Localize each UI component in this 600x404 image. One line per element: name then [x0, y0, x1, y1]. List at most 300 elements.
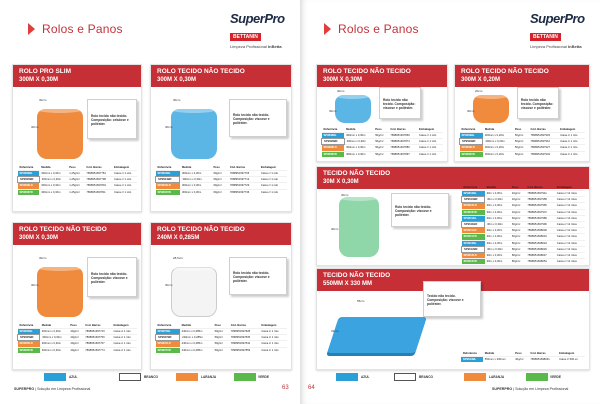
barcode-cell: 7898951697743 [83, 329, 111, 335]
weight-cell: 50g/m² [513, 145, 529, 151]
measure-cell: 300mm x 0,30m [39, 171, 67, 177]
measure-cell: 30m x 0,30m [485, 209, 510, 215]
reference-code: SP9607BL [156, 329, 180, 335]
weight-cell: 60g/m² [510, 234, 526, 240]
measure-cell: 300mm x 0,30m [344, 145, 373, 151]
legend-swatch [234, 373, 256, 381]
pack-cell: Caixa c/ 12 rolos [555, 240, 585, 246]
barcode-cell: 7898951697842 [229, 341, 260, 347]
card-header [13, 65, 141, 87]
product-description: Rolo tecido não tecido. Composição: viscose e poliéster. [395, 205, 432, 217]
weight-cell: 50g/m² [513, 151, 529, 157]
column-header: Medida [41, 166, 51, 169]
dimension-label: 30cm [173, 98, 181, 102]
dimension-label: 30cm [31, 125, 39, 129]
measure-cell: 300mm x 0,30m [180, 183, 212, 189]
product-card [12, 222, 142, 370]
product-table [17, 323, 137, 353]
reference-code: SP9611BL [462, 215, 485, 221]
reference-code: SP9608VD [322, 151, 345, 157]
weight-cell: 50g/m² [213, 347, 229, 353]
dimension-label: 30cm [329, 109, 337, 113]
pack-cell: Caixa c/ 1 rolo [417, 151, 443, 157]
pack-cell: Caixa c/ 1 rolo [259, 347, 287, 353]
reference-code: SP9612LR [462, 252, 485, 258]
measure-cell: 30m x 0,30m [485, 221, 510, 227]
reference-code: SP9611BR [462, 221, 485, 227]
column-header: Cód. Barras [527, 186, 543, 189]
reference-code: SP9604BR [156, 177, 180, 183]
column-header: Embalagem [114, 166, 130, 169]
cloth-stack [327, 317, 427, 353]
barcode-cell: 7898951697750 [83, 335, 111, 341]
product-card [316, 64, 448, 162]
card-title: ROLO TECIDO NÃO TECIDO [157, 68, 245, 75]
reference-code: SP9610BR [462, 197, 485, 203]
weight-cell: 50g/m² [213, 329, 229, 335]
roll-image [473, 95, 509, 123]
pack-cell: Caixa c/ 12 rolos [555, 252, 585, 258]
reference-code: SP9610BL [462, 191, 485, 197]
weight-cell: 60g/m² [211, 177, 227, 183]
reference-code: SP9608BL [322, 133, 345, 139]
reference-code: SP9611LR [462, 228, 485, 234]
chevron-icon [28, 23, 35, 35]
column-header: Referência [323, 128, 338, 131]
description-box [379, 87, 421, 119]
weight-cell: 50g/m² [373, 133, 388, 139]
barcode-cell: 7898951697811 [84, 189, 112, 195]
weight-cell: 60g/m² [510, 221, 526, 227]
barcode-cell: 7898951697934 [529, 151, 559, 157]
roll-image [335, 95, 371, 123]
weight-cell: 50g/m² [513, 139, 529, 145]
measure-cell: 300mm x 0,30m [344, 139, 373, 145]
column-header: Medida [484, 128, 495, 131]
column-header: Peso [69, 166, 76, 169]
pack-cell: Caixa c/ 1 rolo [259, 183, 287, 189]
measure-cell: 240mm x 0,285m [180, 335, 213, 341]
legend-swatch [336, 373, 358, 381]
card-title: ROLO TECIDO NÃO TECIDO [461, 68, 549, 75]
pack-cell: Caixa c/ 1 rolo [417, 133, 443, 139]
column-header: Peso [70, 324, 77, 327]
measure-cell: 300mm x 0,30m [40, 335, 69, 341]
measure-cell: 300mm x 0,30m [39, 183, 67, 189]
measure-cell: 300mm x 0,20m [483, 139, 513, 145]
reference-code: SP9605VD [18, 347, 40, 353]
dimension-label: 55cm [357, 299, 365, 303]
pack-cell: Caixa c/ 1 rolo [558, 151, 585, 157]
column-header: Medida [181, 166, 192, 169]
card-title: ROLO TECIDO NÃO TECIDO [157, 226, 245, 233]
measure-cell: 300mm x 0,30m [40, 347, 69, 353]
legend-swatch [526, 373, 548, 381]
card-header [13, 223, 141, 245]
right-page [300, 0, 600, 404]
card-size: 300M X 0,30M [323, 77, 363, 83]
column-header: Referência [19, 166, 34, 169]
product-description: Tecido não tecido. Composição: viscose e poliéster. [427, 294, 464, 306]
card-header [151, 223, 291, 245]
pack-cell: Caixa c/ 1 rolo [111, 347, 137, 353]
table-row [18, 189, 138, 195]
pack-cell: Caixa c/ 1 rolo [112, 183, 137, 189]
product-card [150, 222, 292, 370]
weight-cell: 40g/m² [68, 347, 83, 353]
barcode-cell: 7898951698023 [525, 240, 554, 246]
barcode-cell: 7898951698054 [525, 259, 554, 265]
column-header: Cód. Barras [230, 324, 246, 327]
card-title: TECIDO NÃO TECIDO [323, 272, 391, 279]
pack-cell: Caixa c/ 12 rolos [555, 191, 585, 197]
product-table [155, 165, 287, 195]
legend-swatch [176, 373, 198, 381]
reference-code: SP9605BL [18, 329, 40, 335]
barcode-cell: 7898951698047 [525, 252, 554, 258]
pack-cell: Caixa c/ 1 rolo [259, 177, 287, 183]
product-description: Rolo tecido não tecido. Composição: viscose e poliéster. [233, 271, 270, 283]
reference-code: SP9608BR [322, 139, 345, 145]
product-card [454, 64, 590, 162]
column-header: Peso [375, 128, 382, 131]
pack-cell: Caixa c/ 12 rolos [555, 246, 585, 252]
weight-cell: 60g/m² [211, 183, 227, 189]
barcode-cell: 7898951697958 [525, 197, 554, 203]
column-header: Peso [515, 352, 522, 355]
table-row [18, 347, 138, 353]
weight-cell: 1,25g/m² [67, 177, 84, 183]
reference-code: SP9604BL [156, 171, 180, 177]
chevron-icon [324, 23, 331, 35]
table-row [462, 259, 586, 265]
card-title: ROLO PRO SLIM [19, 68, 71, 75]
weight-cell: 1,25g/m² [67, 189, 84, 195]
column-header: Referência [461, 128, 476, 131]
reference-code: SP9604VD [156, 189, 180, 195]
reference-code: SP9605BR [18, 335, 40, 341]
column-header: Embalagem [113, 324, 129, 327]
card-size: 300M X 0,30M [157, 77, 197, 83]
reference-code: SP9609LR [460, 145, 483, 151]
measure-cell: 30m x 0,30m [485, 203, 510, 209]
card-size: 300M X 0,30M [19, 235, 59, 241]
product-table [155, 323, 287, 353]
weight-cell: 80g/m² [510, 252, 526, 258]
reference-code: SP9606LR [18, 183, 40, 189]
barcode-cell: 7898951697903 [529, 133, 559, 139]
measure-cell: 300mm x 0,20m [483, 151, 513, 157]
weight-cell: 50g/m² [373, 145, 388, 151]
reference-code: SP9612BL [462, 240, 485, 246]
measure-cell: 30m x 0,30m [485, 246, 510, 252]
weight-cell: 80g/m² [510, 259, 526, 265]
pack-cell: Caixa c/ 1 rolo [111, 341, 137, 347]
pack-cell: Caixa c/ 1 rolo [259, 171, 287, 177]
pack-cell: Caixa c/ 1 rolo [259, 329, 287, 335]
weight-cell: 40g/m² [68, 341, 83, 347]
pack-cell: Caixa c/ 1 rolo [558, 145, 585, 151]
barcode-cell: 7898951698009 [525, 228, 554, 234]
pack-cell: Caixa c/ 12 rolos [555, 259, 585, 265]
product-description: Rolo tecido não tecido. Composição: viscose e poliéster. [383, 98, 416, 110]
barcode-cell: 7898951697767 [83, 341, 111, 347]
weight-cell: 40g/m² [510, 203, 526, 209]
pack-cell: Caixa c/ 1 rolo [111, 329, 137, 335]
pack-cell: Caixa c/ 12 rolos [555, 228, 585, 234]
weight-cell: 40g/m² [68, 335, 83, 341]
card-header [151, 65, 291, 87]
pack-cell: Caixa c/ 1 rolo [111, 335, 137, 341]
legend-swatch [394, 373, 416, 381]
pack-cell: Caixa c/ 500 un [557, 357, 585, 363]
page-number: 63 [282, 385, 289, 391]
column-header: Peso [214, 324, 221, 327]
weight-cell: 40g/m² [68, 329, 83, 335]
dimension-label: 30cm [39, 98, 47, 102]
barcode-cell: 7898951697941 [525, 191, 554, 197]
dimension-label: 30cm [165, 283, 173, 287]
product-table [321, 127, 443, 157]
card-title: ROLO TECIDO NÃO TECIDO [19, 226, 107, 233]
card-size: 300M X 0,20M [461, 77, 501, 83]
barcode-cell: 7898951697873 [388, 139, 417, 145]
legend-swatch [119, 373, 141, 381]
barcode-cell: 7898951697828 [229, 329, 260, 335]
barcode-cell: 7898951697705 [228, 171, 259, 177]
column-header: Referência [157, 166, 172, 169]
weight-cell: 60g/m² [211, 171, 227, 177]
legend-swatch [464, 373, 486, 381]
measure-cell: 300mm x 0,30m [344, 151, 373, 157]
dimension-label: 30cm [341, 193, 349, 197]
column-header: Embalagem [556, 186, 572, 189]
description-box [229, 99, 287, 137]
column-header: Cód. Barras [229, 166, 246, 169]
column-header: Cód. Barras [530, 128, 546, 131]
measure-cell: 300mm x 0,30m [344, 133, 373, 139]
column-header: Referência [157, 324, 172, 327]
reference-code: SP9605LR [18, 341, 40, 347]
color-legend: AZUL BRANCO LARANJA VERDE [336, 373, 566, 381]
card-size: 240M X 0,285M [157, 235, 200, 241]
product-table [461, 351, 585, 362]
weight-cell: 50g/m² [373, 151, 388, 157]
barcode-cell: 7898951698030 [525, 246, 554, 252]
weight-cell: 40g/m² [510, 197, 526, 203]
measure-cell: 300mm x 0,30m [180, 177, 212, 183]
legend-swatch [44, 373, 66, 381]
barcode-cell: 7898951697835 [229, 335, 260, 341]
measure-cell: 30m x 0,30m [485, 191, 510, 197]
barcode-cell: 7898951697798 [84, 177, 112, 183]
reference-code: SP9607BR [156, 335, 180, 341]
reference-code: SP9609BR [460, 139, 483, 145]
card-size: 550MM X 330 MM [323, 281, 373, 287]
dimension-label: 33cm [331, 329, 339, 333]
dimension-label: 28,5cm [173, 256, 183, 260]
roll-image [37, 267, 83, 317]
dimension-label: 30cm [331, 227, 339, 231]
column-header: Medida [181, 324, 191, 327]
column-header: Embalagem [261, 324, 277, 327]
roll-image [171, 109, 217, 159]
product-description: Rolo tecido não tecido. Composição: viscose e poliéster. [521, 98, 554, 110]
barcode-cell: 7898951697712 [228, 177, 259, 183]
pack-cell: Caixa c/ 1 rolo [417, 145, 443, 151]
measure-cell: 300mm x 0,30m [39, 189, 67, 195]
description-box [229, 257, 287, 295]
barcode-cell: 7898951697774 [83, 347, 111, 353]
column-header: Embalagem [559, 352, 575, 355]
product-table [459, 127, 585, 157]
column-header: Referência [463, 186, 478, 189]
barcode-cell: 7898951697927 [529, 145, 559, 151]
pack-cell: Caixa c/ 12 rolos [555, 197, 585, 203]
card-title: ROLO TECIDO NÃO TECIDO [323, 68, 411, 75]
column-header: Peso [514, 128, 522, 131]
reference-code: SP9608LR [322, 145, 345, 151]
column-header: Medida [41, 324, 51, 327]
table-row [156, 347, 288, 353]
pack-cell: Caixa c/ 12 rolos [555, 203, 585, 209]
reference-code: SP9606VD [18, 189, 40, 195]
barcode-cell: 7898951697729 [228, 183, 259, 189]
card-title: TECIDO NÃO TECIDO [323, 170, 391, 177]
product-description: Rolo tecido não tecido. Composição: celulose e poliéster. [91, 114, 129, 126]
table-row [461, 357, 585, 363]
weight-cell: 50g/m² [213, 335, 229, 341]
pack-cell: Caixa c/ 12 rolos [555, 234, 585, 240]
measure-cell: 550mm x 330mm [483, 357, 513, 363]
measure-cell: 300mm x 0,20m [483, 133, 513, 139]
card-header [455, 65, 589, 87]
product-description: Rolo tecido não tecido. Composição: viscose e poliéster. [91, 272, 128, 284]
description-box [517, 87, 559, 119]
barcode-cell: 7898951697897 [388, 151, 417, 157]
superpro-logo: SuperPro BETTANIN Limpeza Profissional InBetta [530, 11, 585, 49]
reference-code: SP9609VD [460, 151, 483, 157]
reference-code: SP9607VD [156, 347, 180, 353]
measure-cell: 30m x 0,30m [485, 252, 510, 258]
measure-cell: 30m x 0,30m [485, 228, 510, 234]
roll-image [37, 109, 83, 159]
color-legend: AZUL BRANCO LARANJA VERDE [44, 373, 274, 381]
column-header: Embalagem [419, 128, 435, 131]
measure-cell: 30m x 0,30m [485, 234, 510, 240]
pack-cell: Caixa c/ 1 rolo [558, 139, 585, 145]
superpro-logo: SuperPro BETTANIN Limpeza Profissional InBetta [230, 11, 285, 49]
measure-cell: 300mm x 0,30m [180, 171, 212, 177]
column-header: Cód. Barras [530, 352, 546, 355]
description-box [391, 193, 449, 227]
dimension-label: 30cm [39, 256, 47, 260]
pack-cell: Caixa c/ 1 rolo [259, 341, 287, 347]
column-header: Medida [486, 186, 496, 189]
product-table [461, 185, 585, 264]
dimension-label: 30cm [165, 125, 173, 129]
measure-cell: 300mm x 0,30m [39, 177, 67, 183]
pack-cell: Caixa c/ 12 rolos [555, 215, 585, 221]
product-card [316, 268, 590, 370]
barcode-cell: 7898951698016 [525, 234, 554, 240]
table-row [460, 151, 586, 157]
barcode-cell: 7898951697804 [84, 183, 112, 189]
description-box [87, 99, 137, 139]
footer: SUPERPRO | Solução em Limpeza Profissional [492, 387, 569, 391]
pack-cell: Caixa c/ 12 rolos [555, 221, 585, 227]
weight-cell: 80g/m² [510, 246, 526, 252]
description-box [87, 257, 137, 297]
pack-cell: Caixa c/ 1 rolo [112, 171, 137, 177]
reference-code: SP9610LR [462, 203, 485, 209]
barcode-cell: 7898951697972 [525, 209, 554, 215]
weight-cell: 60g/m² [510, 215, 526, 221]
pack-cell: Caixa c/ 1 rolo [417, 139, 443, 145]
column-header: Medida [484, 352, 495, 355]
roll-image [339, 197, 379, 257]
reference-code: SP9606BL [18, 171, 40, 177]
description-box [423, 281, 481, 317]
pack-cell: Caixa c/ 1 rolo [558, 133, 585, 139]
reference-code: SP9609BL [460, 133, 483, 139]
column-header: Referência [19, 324, 34, 327]
measure-cell: 30m x 0,30m [485, 197, 510, 203]
measure-cell: 240mm x 0,285m [180, 341, 213, 347]
dimension-label: 30cm [467, 109, 475, 113]
barcode-cell: 7898951697859 [229, 347, 260, 353]
column-header: Medida [346, 128, 356, 131]
barcode-cell: 7898951697989 [525, 215, 554, 221]
column-header: Embalagem [260, 166, 276, 169]
weight-cell: 40g/m² [513, 357, 528, 363]
weight-cell: 60g/m² [211, 189, 227, 195]
column-header: Cód. Barras [390, 128, 406, 131]
measure-cell: 30m x 0,30m [485, 240, 510, 246]
barcode-cell: 7898951697910 [529, 139, 559, 145]
reference-code: SP9612BR [462, 246, 485, 252]
dimension-label: 30cm [337, 89, 345, 93]
column-header: Cód. Barras [86, 166, 102, 169]
cloth-stack-image [327, 307, 427, 357]
barcode-cell: 7898951697866 [388, 133, 417, 139]
column-header: Cód. Barras [85, 324, 101, 327]
dimension-label: 30cm [31, 283, 39, 287]
reference-code: SP9610VD [462, 209, 485, 215]
pack-cell: Caixa c/ 1 rolo [112, 177, 137, 183]
product-table [17, 165, 137, 195]
card-size: 300M X 0,30M [19, 77, 59, 83]
card-size: 30M X 0,30M [323, 179, 359, 185]
barcode-cell: 7898951697965 [525, 203, 554, 209]
measure-cell: 240mm x 0,285m [180, 329, 213, 335]
barcode-cell: 7898951697781 [84, 171, 112, 177]
weight-cell: 40g/m² [510, 191, 526, 197]
reference-code: SP9611VD [462, 234, 485, 240]
footer: SUPERPRO | Solução em Limpeza Profissional [14, 387, 91, 391]
column-header: Peso [213, 166, 220, 169]
measure-cell: 300mm x 0,20m [483, 145, 513, 151]
measure-cell: 30m x 0,30m [485, 259, 510, 265]
measure-cell: 300mm x 0,30m [40, 341, 69, 347]
measure-cell: 300mm x 0,30m [180, 189, 212, 195]
roll-image [171, 267, 217, 317]
reference-code: SP9607LR [156, 341, 180, 347]
pack-cell: Caixa c/ 12 rolos [555, 209, 585, 215]
weight-cell: 1,25g/m² [67, 183, 84, 189]
barcode-cell: 7898951698061 [528, 357, 557, 363]
reference-code: SP9606BR [18, 177, 40, 183]
